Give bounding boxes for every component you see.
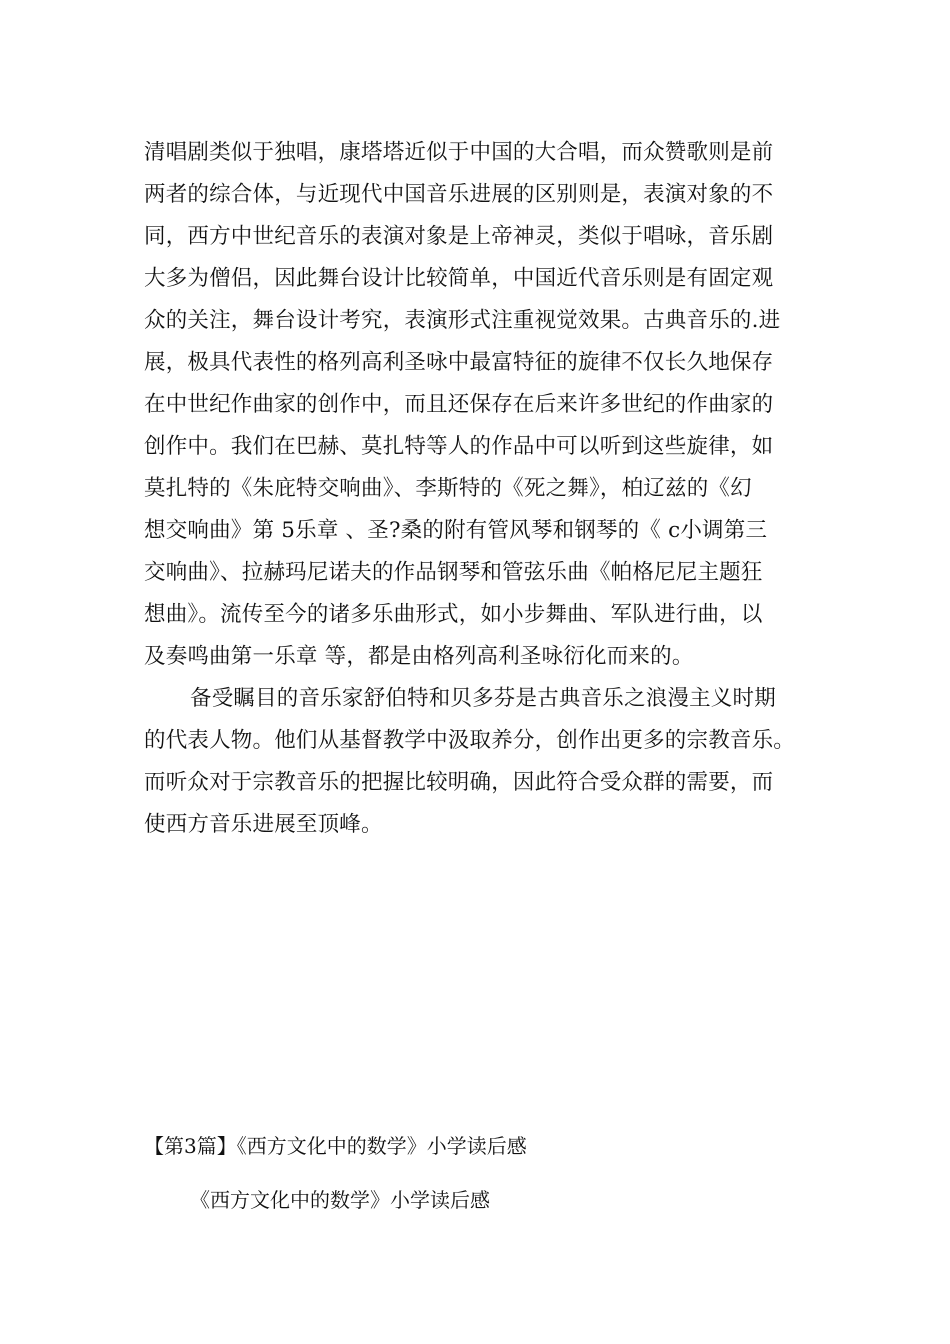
paragraph-1-line: 创作中。我们在巴赫、莫扎特等人的作品中可以听到这些旋律，如 bbox=[144, 434, 774, 459]
paragraph-1-line: 想交响曲》第 5乐章 、圣?桑的附有管风琴和钢琴的《 c小调第三 bbox=[144, 518, 768, 543]
section-subheading: 《西方文化中的数学》小学读后感 bbox=[190, 1188, 490, 1212]
paragraph-1-line: 大多为僧侣，因此舞台设计比较简单，中国近代音乐则是有固定观 bbox=[144, 266, 774, 291]
paragraph-1-line: 两者的综合体，与近现代中国音乐进展的区别则是，表演对象的不 bbox=[144, 182, 774, 207]
paragraph-1-line: 同，西方中世纪音乐的表演对象是上帝神灵，类似于唱咏，音乐剧 bbox=[144, 224, 774, 249]
paragraph-1-line: 展，极具代表性的格列高利圣咏中最富特征的旋律不仅长久地保存 bbox=[144, 350, 774, 375]
section-heading: 【第3篇】《西方文化中的数学》小学读后感 bbox=[144, 1134, 527, 1158]
paragraph-2-line: 的代表人物。他们从基督教学中汲取养分，创作出更多的宗教音乐。 bbox=[144, 728, 796, 753]
paragraph-1-line: 清唱剧类似于独唱，康塔塔近似于中国的大合唱，而众赞歌则是前 bbox=[144, 140, 774, 165]
body-text bbox=[144, 132, 824, 846]
paragraph-1-line: 交响曲》、拉赫玛尼诺夫的作品钢琴和管弦乐曲《帕格尼尼主题狂 bbox=[144, 560, 763, 585]
paragraph-1-line: 想曲》。流传至今的诸多乐曲形式，如小步舞曲、军队进行曲，以 bbox=[144, 602, 763, 627]
paragraph-1-line: 及奏鸣曲第一乐章 等，都是由格列高利圣咏衍化而来的。 bbox=[144, 644, 694, 669]
paragraph-2-line: 备受瞩目的音乐家舒伯特和贝多芬是古典音乐之浪漫主义时期 bbox=[190, 686, 776, 711]
paragraph-1-line: 众的关注，舞台设计考究，表演形式注重视觉效果。古典音乐的.进 bbox=[144, 308, 781, 333]
paragraph-2-line: 使西方音乐进展至顶峰。 bbox=[144, 812, 383, 837]
paragraph-1-line: 莫扎特的《朱庇特交响曲》、李斯特的《死之舞》，柏辽兹的《幻 bbox=[144, 476, 752, 501]
paragraph-1-line: 在中世纪作曲家的创作中，而且还保存在后来许多世纪的作曲家的 bbox=[144, 392, 774, 417]
paragraph-2-line: 而听众对于宗教音乐的把握比较明确，因此符合受众群的需要，而 bbox=[144, 770, 774, 795]
